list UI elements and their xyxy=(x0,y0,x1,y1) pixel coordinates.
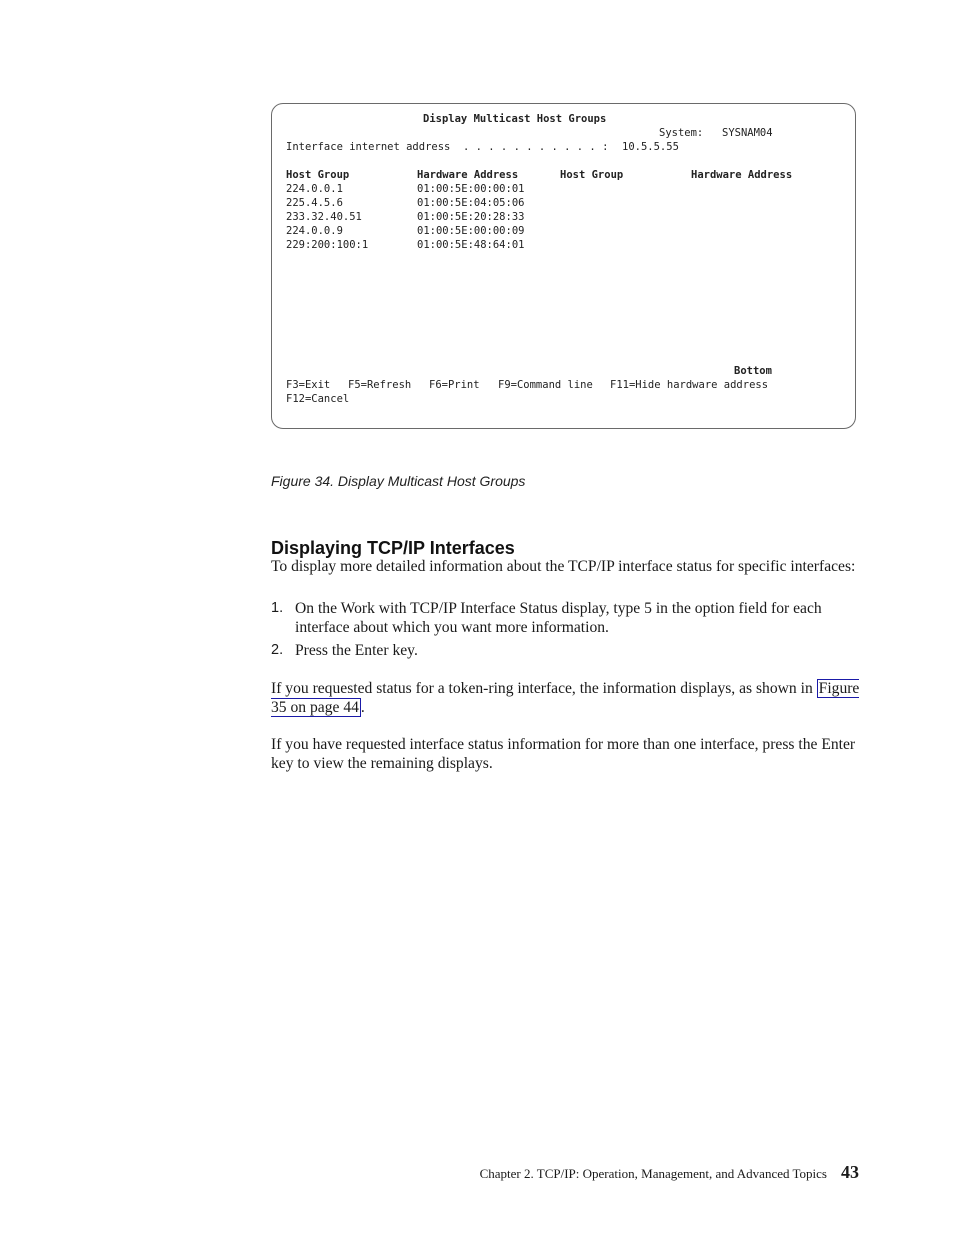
hardware-address-cell: 01:00:5E:04:05:06 xyxy=(417,197,525,209)
host-group-cell: 225.4.5.6 xyxy=(286,197,343,209)
interface-address-value: 10.5.5.55 xyxy=(622,141,679,153)
figure-35-link[interactable]: Figure 35 on page 44 xyxy=(271,680,860,716)
intro-paragraph: To display more detailed information about the TCP/IP interface status for specific interfaces: xyxy=(271,558,856,575)
host-group-cell: 233.32.40.51 xyxy=(286,211,362,223)
page-footer xyxy=(480,1162,859,1183)
f3-exit-key[interactable]: F3=Exit xyxy=(286,379,331,391)
host-group-cell: 229:200:100:1 xyxy=(286,239,369,251)
column-header-hardware-address-1: Hardware Address xyxy=(417,169,519,181)
terminal-screen-figure xyxy=(271,103,856,429)
figure-caption: Figure 34. Display Multicast Host Groups xyxy=(271,473,526,489)
column-header-hardware-address-2: Hardware Address xyxy=(691,169,793,181)
bottom-indicator: Bottom xyxy=(734,365,772,377)
host-group-cell: 224.0.0.9 xyxy=(286,225,343,237)
token-ring-text: If you requested status for a token-ring interface, the information displays, as shown in xyxy=(271,680,817,697)
f6-print-key[interactable]: F6=Print xyxy=(429,379,480,391)
interface-address-label: Interface internet address . . . . . . . . . . . : xyxy=(286,141,609,153)
token-ring-paragraph xyxy=(271,679,863,717)
column-header-host-group-2: Host Group xyxy=(560,169,624,181)
column-header-host-group-1: Host Group xyxy=(286,169,350,181)
f9-command-line-key[interactable]: F9=Command line xyxy=(498,379,593,391)
list-item-number: 2. xyxy=(271,642,284,658)
multiple-interfaces-paragraph: If you have requested interface status information for more than one interface, press the Enter key to view the remaining displays. xyxy=(271,736,856,772)
footer-chapter-title: Chapter 2. TCP/IP: Operation, Management, and Advanced Topics xyxy=(479,1166,827,1181)
hardware-address-cell: 01:00:5E:00:00:09 xyxy=(417,225,525,237)
page-number: 43 xyxy=(841,1162,859,1182)
list-item-text: Press the Enter key. xyxy=(295,642,418,659)
f11-hide-hardware-address-key[interactable]: F11=Hide hardware address xyxy=(610,379,769,391)
f5-refresh-key[interactable]: F5=Refresh xyxy=(348,379,412,391)
list-item-number: 1. xyxy=(271,600,284,616)
f12-cancel-key[interactable]: F12=Cancel xyxy=(286,393,350,405)
token-ring-text-end: . xyxy=(360,699,365,716)
system-value: SYSNAM04 xyxy=(722,127,773,139)
system-label: System: xyxy=(659,127,704,139)
section-heading: Displaying TCP/IP Interfaces xyxy=(271,538,515,558)
list-item xyxy=(271,641,863,660)
list-item-text: On the Work with TCP/IP Interface Status display, type 5 in the option field for each interface about which you want more information. xyxy=(295,600,822,636)
list-item xyxy=(271,599,863,637)
host-group-cell: 224.0.0.1 xyxy=(286,183,343,195)
hardware-address-cell: 01:00:5E:48:64:01 xyxy=(417,239,525,251)
hardware-address-cell: 01:00:5E:00:00:01 xyxy=(417,183,525,195)
hardware-address-cell: 01:00:5E:20:28:33 xyxy=(417,211,525,223)
screen-title: Display Multicast Host Groups xyxy=(423,113,607,125)
